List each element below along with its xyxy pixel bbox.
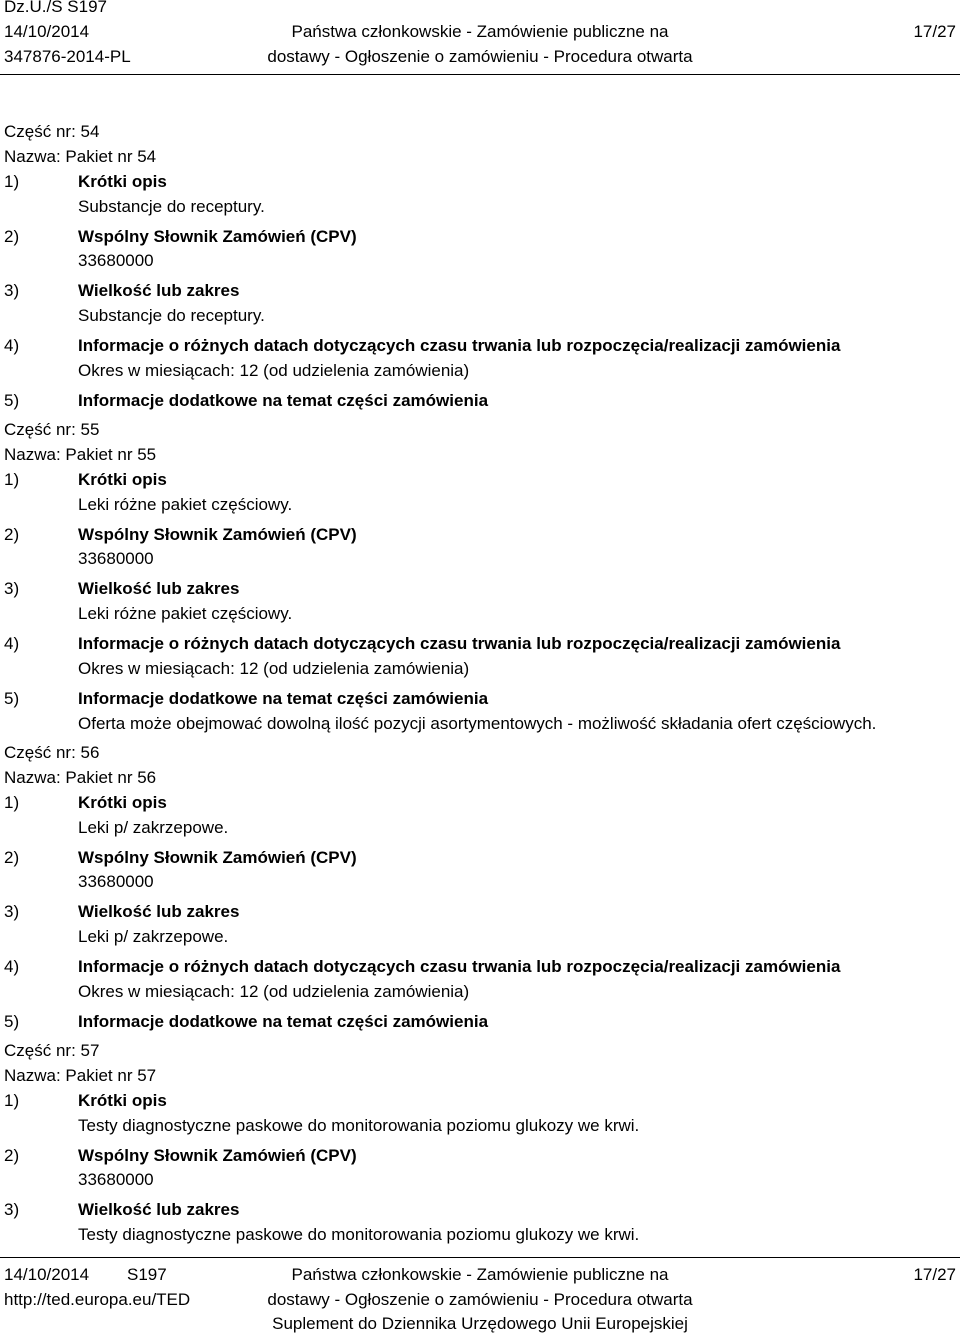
footer-date: 14/10/2014: [4, 1265, 90, 1284]
section-title-scope: Wielkość lub zakres: [78, 1200, 240, 1219]
footer-issue: S197: [127, 1265, 167, 1284]
section-number: 3): [4, 579, 20, 598]
section-number: 2): [4, 1146, 20, 1165]
section-title-cpv: Wspólny Słownik Zamówień (CPV): [78, 525, 357, 544]
section-title-additional-info: Informacje dodatkowe na temat części zamówienia: [78, 1012, 489, 1031]
section-number: 3): [4, 1200, 20, 1219]
lot-part-number: Część nr: 57: [4, 1041, 100, 1060]
cpv-code: 33680000: [78, 1170, 154, 1189]
section-title-cpv: Wspólny Słownik Zamówień (CPV): [78, 1146, 357, 1165]
section-title-cpv: Wspólny Słownik Zamówień (CPV): [78, 848, 357, 867]
header-page-number: 17/27: [913, 22, 956, 41]
lot-duration: Okres w miesiącach: 12 (od udzielenia zamówienia): [78, 982, 470, 1001]
section-number: 1): [4, 793, 20, 812]
section-number: 2): [4, 848, 20, 867]
section-title-dates: Informacje o różnych datach dotyczących czasu trwania lub rozpoczęcia/realizacji zamówienia: [78, 957, 841, 976]
lot-scope: Leki różne pakiet częściowy.: [78, 604, 293, 623]
lot-additional-info: Oferta może obejmować dowolną ilość pozycji asortymentowych - możliwość składania ofert częściowych.: [78, 714, 877, 733]
section-number: 1): [4, 172, 20, 191]
cpv-code: 33680000: [78, 251, 154, 270]
header-date: 14/10/2014: [4, 22, 90, 41]
section-title-short-description: Krótki opis: [78, 172, 167, 191]
section-title-dates: Informacje o różnych datach dotyczących czasu trwania lub rozpoczęcia/realizacji zamówienia: [78, 634, 841, 653]
lot-part-number: Część nr: 56: [4, 743, 100, 762]
section-number: 4): [4, 336, 20, 355]
lot-scope: Substancje do receptury.: [78, 306, 265, 325]
lot-scope: Testy diagnostyczne paskowe do monitorowania poziomu glukozy we krwi.: [78, 1225, 640, 1244]
cpv-code: 33680000: [78, 872, 154, 891]
lot-scope: Leki p/ zakrzepowe.: [78, 927, 229, 946]
section-number: 4): [4, 957, 20, 976]
section-title-cpv: Wspólny Słownik Zamówień (CPV): [78, 227, 357, 246]
header-divider: [0, 74, 960, 75]
lot-description: Substancje do receptury.: [78, 197, 265, 216]
lot-part-number: Część nr: 54: [4, 122, 100, 141]
section-number: 3): [4, 902, 20, 921]
journal-ref: Dz.U./S S197: [4, 0, 107, 16]
section-title-scope: Wielkość lub zakres: [78, 281, 240, 300]
lot-duration: Okres w miesiącach: 12 (od udzielenia zamówienia): [78, 659, 470, 678]
section-title-short-description: Krótki opis: [78, 793, 167, 812]
section-title-additional-info: Informacje dodatkowe na temat części zamówienia: [78, 391, 489, 410]
section-title-scope: Wielkość lub zakres: [78, 902, 240, 921]
header-title-line2: dostawy - Ogłoszenie o zamówieniu - Procedura otwarta: [267, 47, 693, 66]
section-title-additional-info: Informacje dodatkowe na temat części zamówienia: [78, 689, 489, 708]
lot-description: Testy diagnostyczne paskowe do monitorowania poziomu glukozy we krwi.: [78, 1116, 640, 1135]
footer-supplement: Suplement do Dziennika Urzędowego Unii Europejskiej: [272, 1314, 688, 1333]
lot-description: Leki różne pakiet częściowy.: [78, 495, 293, 514]
section-number: 5): [4, 1012, 20, 1031]
section-title-dates: Informacje o różnych datach dotyczących czasu trwania lub rozpoczęcia/realizacji zamówienia: [78, 336, 841, 355]
notice-number: 347876-2014-PL: [4, 47, 131, 66]
section-number: 1): [4, 1091, 20, 1110]
section-number: 1): [4, 470, 20, 489]
lot-name: Nazwa: Pakiet nr 56: [4, 768, 157, 787]
section-number: 4): [4, 634, 20, 653]
section-number: 5): [4, 391, 20, 410]
section-title-scope: Wielkość lub zakres: [78, 579, 240, 598]
footer-page-number: 17/27: [913, 1265, 956, 1284]
section-title-short-description: Krótki opis: [78, 1091, 167, 1110]
lot-name: Nazwa: Pakiet nr 55: [4, 445, 157, 464]
section-title-short-description: Krótki opis: [78, 470, 167, 489]
section-number: 5): [4, 689, 20, 708]
section-number: 2): [4, 525, 20, 544]
lot-name: Nazwa: Pakiet nr 54: [4, 147, 157, 166]
lot-name: Nazwa: Pakiet nr 57: [4, 1066, 157, 1085]
header-title-line1: Państwa członkowskie - Zamówienie publiczne na: [291, 22, 669, 41]
lot-part-number: Część nr: 55: [4, 420, 100, 439]
section-number: 2): [4, 227, 20, 246]
cpv-code: 33680000: [78, 549, 154, 568]
footer-divider: [0, 1257, 960, 1258]
lot-description: Leki p/ zakrzepowe.: [78, 818, 229, 837]
footer-title-line1: Państwa członkowskie - Zamówienie publiczne na: [291, 1265, 669, 1284]
section-number: 3): [4, 281, 20, 300]
ted-link[interactable]: http://ted.europa.eu/TED: [4, 1290, 191, 1309]
footer-title-line2: dostawy - Ogłoszenie o zamówieniu - Procedura otwarta: [267, 1290, 693, 1309]
lot-duration: Okres w miesiącach: 12 (od udzielenia zamówienia): [78, 361, 470, 380]
